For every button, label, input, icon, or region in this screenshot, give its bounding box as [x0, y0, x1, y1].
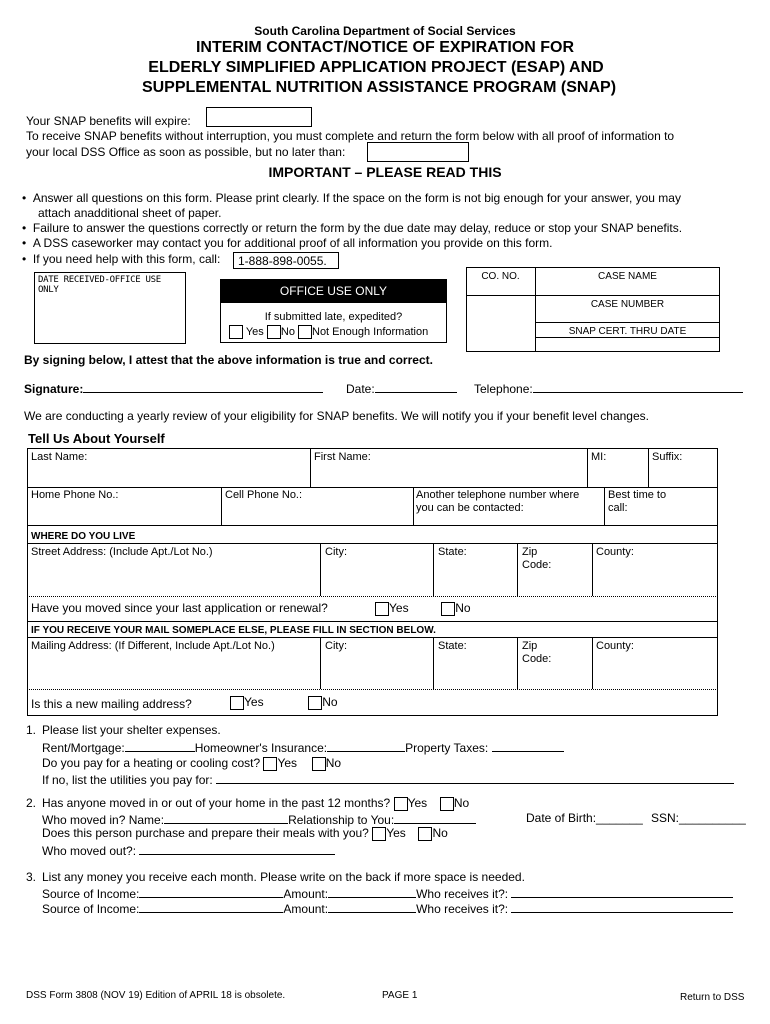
bullet-4-text: If you need help with this form, call:	[32, 252, 221, 266]
expire-label: Your SNAP benefits will expire:	[26, 114, 191, 128]
about-col-line	[592, 543, 593, 596]
moved-yes-checkbox[interactable]	[375, 602, 389, 616]
bullet-4: • If you need help with this form, call:	[22, 252, 221, 266]
telephone-line[interactable]	[533, 380, 743, 393]
q3-title: List any money you receive each month. Please write on the back if more space is needed.	[42, 870, 525, 884]
q2-no-checkbox[interactable]	[440, 797, 454, 811]
mailing-county-label: County:	[596, 640, 634, 652]
case-grid-line-2	[535, 322, 720, 323]
zip-line-1: Zip	[522, 546, 538, 558]
heating-no-checkbox[interactable]	[312, 757, 326, 771]
homeowners-label: Homeowner's Insurance:	[194, 741, 328, 755]
moved-question: Have you moved since your last application or renewal?	[31, 601, 328, 615]
about-col-line	[592, 637, 593, 689]
about-col-line	[587, 448, 588, 487]
attest-statement: By signing below, I attest that the above information is true and correct.	[24, 353, 433, 367]
first-name-label: First Name:	[314, 451, 371, 463]
who-in-line[interactable]	[164, 811, 288, 824]
about-col-line	[320, 637, 321, 689]
about-heading: Tell Us About Yourself	[28, 431, 165, 446]
income-row-1	[42, 885, 733, 901]
another-phone-line-2: you can be contacted:	[416, 502, 524, 514]
bullet-3-text: A DSS caseworker may contact you for additional proof of all information you provide on this form.	[32, 236, 553, 250]
new-mailing-yes-checkbox[interactable]	[230, 696, 244, 710]
another-phone-label	[416, 489, 579, 515]
signature-row	[24, 380, 323, 396]
mailing-zip-line-2: Code:	[522, 653, 552, 665]
rent-line[interactable]	[125, 739, 195, 752]
about-row-line	[27, 543, 718, 544]
bullet-1: • Answer all questions on this form. Please print clearly. If the space on the form is not big enough for your answer, you may	[22, 191, 681, 205]
mailing-zip-label	[522, 640, 551, 666]
new-mailing-no-label: No	[322, 695, 338, 709]
title-line-1: INTERIM CONTACT/NOTICE OF EXPIRATION FOR	[195, 39, 575, 56]
due-date-field[interactable]	[367, 142, 469, 162]
about-col-line	[310, 448, 311, 487]
q1-title: Please list your shelter expenses.	[42, 723, 221, 737]
property-label: Property Taxes:	[405, 741, 489, 755]
about-row-line-2	[27, 525, 718, 526]
who-receives-label: Who receives it?:	[416, 902, 509, 916]
heating-yes-checkbox[interactable]	[263, 757, 277, 771]
case-grid-line-1	[466, 295, 720, 296]
bullet-2: • Failure to answer the questions correctly or return the form by the due date may delay, reduce or stop your SNAP benefits.	[22, 221, 683, 235]
relationship-line[interactable]	[394, 811, 476, 824]
utilities-label: If no, list the utilities you pay for:	[42, 773, 213, 787]
mailing-zip-line-1: Zip	[522, 640, 538, 652]
heating-question: Do you pay for a heating or cooling cost?	[42, 756, 261, 770]
rent-label: Rent/Mortgage:	[42, 741, 125, 755]
heating-row	[42, 756, 341, 771]
income-row-2	[42, 900, 733, 916]
last-name-label: Last Name:	[31, 451, 88, 463]
signature-line[interactable]	[83, 380, 323, 393]
purchase-no-label: No	[432, 826, 448, 840]
amount-line[interactable]	[328, 900, 416, 913]
who-receives-line[interactable]	[511, 885, 733, 898]
telephone-row	[474, 380, 743, 396]
purchase-yes-label: Yes	[386, 826, 406, 840]
expedited-yes-label: Yes	[245, 325, 264, 338]
q2-title: Has anyone moved in or out of your home in the past 12 months?	[42, 796, 391, 810]
best-time-line-1: Best time to	[608, 489, 667, 501]
new-mailing-question: Is this a new mailing address?	[31, 697, 192, 711]
q1-number: 1.	[26, 723, 37, 737]
about-row-line-5	[27, 689, 718, 690]
relationship-label: Relationship to You:	[288, 813, 395, 827]
who-out-label: Who moved out?:	[42, 844, 137, 858]
q2-yes-label: Yes	[407, 796, 428, 810]
best-time-label	[608, 489, 666, 515]
office-use-banner: OFFICE USE ONLY	[221, 280, 446, 303]
bullet-3: • A DSS caseworker may contact you for additional proof of all information you provide on this form.	[22, 236, 553, 250]
new-mailing-no-checkbox[interactable]	[308, 696, 322, 710]
expedited-no-label: No	[280, 325, 295, 338]
q1-expenses-row	[42, 739, 564, 755]
expedited-options	[221, 325, 446, 339]
property-line[interactable]	[492, 739, 564, 752]
about-row-line-4	[27, 621, 718, 622]
amount-line[interactable]	[328, 885, 416, 898]
source-label: Source of Income:	[42, 902, 140, 916]
mi-label: MI:	[591, 451, 607, 463]
intro-line-1: To receive SNAP benefits without interruption, you must complete and return the form below with all proof of information to	[26, 129, 675, 143]
moved-no-checkbox[interactable]	[441, 602, 455, 616]
co-no-label: CO. NO.	[481, 271, 520, 282]
date-received-label: DATE RECEIVED-OFFICE USE ONLY	[38, 275, 161, 295]
snap-cert-label: SNAP CERT. THRU DATE	[568, 326, 687, 337]
mail-elsewhere-label: IF YOU RECEIVE YOUR MAIL SOMEPLACE ELSE, PLEASE FILL IN SECTION BELOW.	[31, 625, 436, 636]
zip-label	[522, 546, 551, 572]
amount-label: Amount:	[283, 887, 329, 901]
case-number-label: CASE NUMBER	[590, 299, 665, 310]
about-col-line	[648, 448, 649, 487]
state-label: State:	[438, 546, 467, 558]
source-line[interactable]	[139, 900, 283, 913]
homeowners-line[interactable]	[327, 739, 405, 752]
who-receives-label: Who receives it?:	[416, 887, 509, 901]
not-enough-checkbox[interactable]	[298, 325, 312, 339]
moved-yes-label: Yes	[389, 601, 409, 615]
where-live-label: WHERE DO YOU LIVE	[31, 531, 136, 542]
not-enough-label: Not Enough Information	[312, 325, 429, 338]
cell-phone-label: Cell Phone No.:	[225, 489, 303, 501]
intro-line-2: your local DSS Office as soon as possible, but no later than:	[26, 145, 346, 159]
important-heading: IMPORTANT – PLEASE READ THIS	[268, 164, 502, 180]
expire-date-field[interactable]	[206, 107, 312, 127]
moved-options	[375, 601, 471, 616]
case-name-label: CASE NAME	[598, 271, 657, 282]
heating-yes-label: Yes	[277, 756, 298, 770]
purchase-row	[42, 826, 448, 841]
purchase-question: Does this person purchase and prepare their meals with you?	[42, 826, 369, 840]
about-row-line	[27, 637, 718, 638]
mailing-city-label: City:	[325, 640, 347, 652]
moved-no-label: No	[455, 601, 471, 615]
date-line[interactable]	[375, 380, 457, 393]
about-col-line	[413, 487, 414, 525]
dob-label: Date of Birth:_______	[526, 811, 643, 825]
q3-number: 3.	[26, 870, 37, 884]
who-out-row	[42, 842, 335, 858]
bullet-1-text: Answer all questions on this form. Please print clearly. If the space on the form is not big enough for your answer, you may	[32, 191, 681, 205]
new-mailing-yes-label: Yes	[244, 695, 264, 709]
source-label: Source of Income:	[42, 887, 140, 901]
zip-line-2: Code:	[522, 559, 552, 571]
home-phone-label: Home Phone No.:	[31, 489, 119, 501]
bullet-1-cont: attach anadditional sheet of paper.	[38, 206, 222, 220]
about-col-line	[604, 487, 605, 525]
about-row-line-3	[27, 596, 718, 597]
date-label: Date:	[346, 382, 375, 396]
suffix-label: Suffix:	[652, 451, 683, 463]
q2-no-label: No	[453, 796, 470, 810]
county-label: County:	[596, 546, 634, 558]
review-notice: We are conducting a yearly review of your eligibility for SNAP benefits. We will notify you if your benefit level changes.	[24, 409, 649, 423]
date-received-box[interactable]	[34, 272, 186, 344]
mailing-address-label: Mailing Address: (If Different, Include Apt./Lot No.)	[31, 640, 275, 652]
ssn-label: SSN:__________	[651, 811, 746, 825]
office-use-box	[220, 279, 447, 343]
about-col-line	[517, 637, 518, 689]
about-col-line	[320, 543, 321, 596]
about-row-line-1	[27, 487, 718, 488]
heating-no-label: No	[325, 756, 342, 770]
purchase-no-checkbox[interactable]	[418, 827, 432, 841]
who-in-row	[42, 811, 476, 827]
form-number: DSS Form 3808 (NOV 19) Edition of APRIL 18 is obsolete.	[26, 990, 286, 1001]
q2-yes-checkbox[interactable]	[394, 797, 408, 811]
who-out-line[interactable]	[139, 842, 335, 855]
utilities-line[interactable]	[216, 771, 734, 784]
page-number: PAGE 1	[382, 990, 418, 1001]
agency-name: South Carolina Department of Social Services	[254, 24, 516, 38]
help-phone: 1-888-898-0055.	[233, 252, 339, 269]
title-line-2: ELDERLY SIMPLIFIED APPLICATION PROJECT (ESAP) AND	[148, 59, 604, 76]
bullet-2-text: Failure to answer the questions correctly or return the form by the due date may delay, reduce or stop your SNAP benefits.	[32, 221, 683, 235]
about-col-line	[517, 543, 518, 596]
new-mailing-options	[230, 695, 338, 710]
submitted-late-label: If submitted late, expedited?	[264, 311, 403, 323]
mailing-state-label: State:	[438, 640, 467, 652]
about-col-line	[221, 487, 222, 525]
return-to-dss: Return to DSS	[680, 992, 745, 1003]
title-line-3: SUPPLEMENTAL NUTRITION ASSISTANCE PROGRAM (SNAP)	[141, 79, 617, 96]
city-label: City:	[325, 546, 347, 558]
about-col-line	[433, 637, 434, 689]
about-col-line	[433, 543, 434, 596]
expedited-yes-checkbox[interactable]	[229, 325, 243, 339]
street-label: Street Address: (Include Apt./Lot No.)	[31, 546, 213, 558]
q2-title-row	[42, 796, 469, 811]
form-title	[0, 38, 770, 98]
date-row	[346, 380, 457, 396]
who-in-label: Who moved in? Name:	[42, 813, 165, 827]
source-line[interactable]	[139, 885, 283, 898]
utilities-row	[42, 771, 734, 787]
best-time-line-2: call:	[608, 502, 628, 514]
expedited-no-checkbox[interactable]	[267, 325, 281, 339]
who-receives-line[interactable]	[511, 900, 733, 913]
purchase-yes-checkbox[interactable]	[372, 827, 386, 841]
signature-label: Signature:	[24, 382, 84, 396]
another-phone-line-1: Another telephone number where	[416, 489, 580, 501]
amount-label: Amount:	[283, 902, 329, 916]
q2-number: 2.	[26, 796, 37, 810]
telephone-label: Telephone:	[474, 382, 533, 396]
